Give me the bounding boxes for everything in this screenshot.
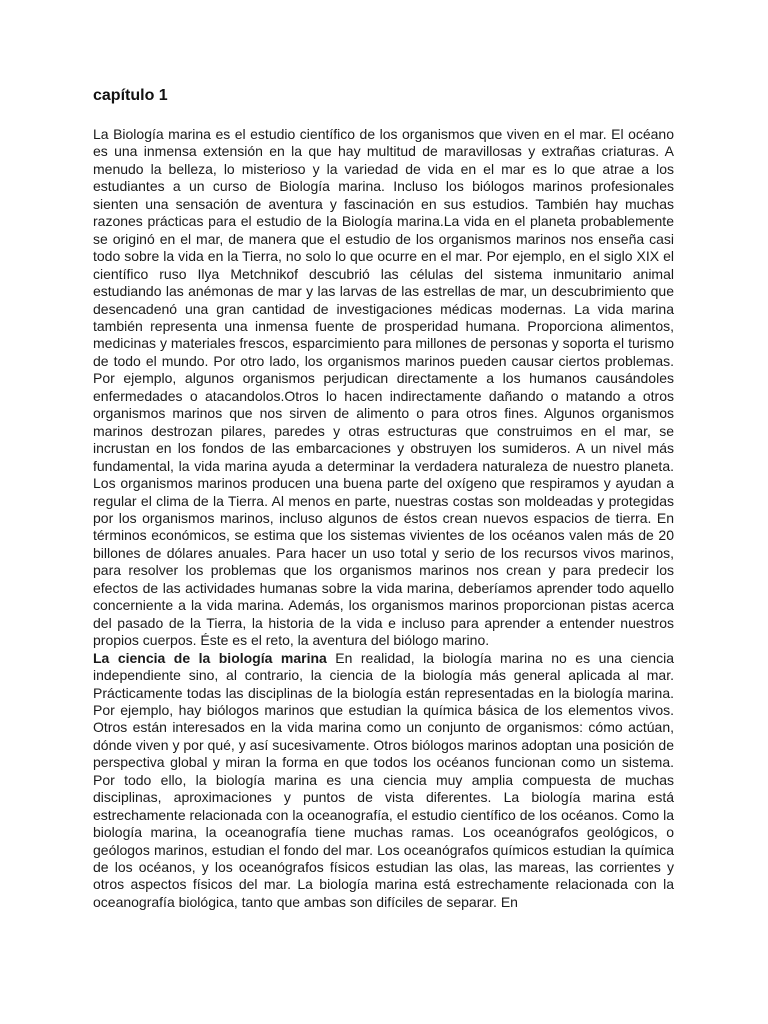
section-heading-inline: La ciencia de la biología marina (93, 649, 327, 666)
chapter-title: capítulo 1 (93, 87, 168, 104)
body-paragraph-1: La Biología marina es el estudio científico de los organismos que viven en el mar. El océano es una inmensa extensión en la que hay multitud de maravillosas y extrañas criaturas. A menudo la belleza, lo misterioso y la variedad de vida en el mar es lo que atrae a los estudiantes a un curso de Biología marina. Incluso los biólogos marinos profesionales sienten una sensación de aventura y fascinación en sus estudios. También hay muchas razones prácticas para el estudio de la Biología marina.La vida en el planeta probablemente se originó en el mar, de manera que el estudio de los organismos marinos nos enseña casi todo sobre la vida en la Tierra, no solo lo que ocurre en el mar. Por ejemplo, en el siglo XIX el científico ruso Ilya Metchnikof descubrió las células del sistema inmunitario animal estudiando las anémonas de mar y las larvas de las estrellas de mar, un descubrimiento que desencadenó una gran cantidad de investigaciones médicas modernas. La vida marina también representa una inmensa fuente de prosperidad humana. Proporciona alimentos, medicinas y materiales frescos, esparcimiento para millones de personas y soporta el turismo de todo el mundo. Por otro lado, los organismos marinos pueden causar ciertos problemas. Por ejemplo, algunos organismos perjudican directamente a los humanos causándoles enfermedades o atacandolos.Otros lo hacen indirectamente dañando o matando a otros organismos marinos que nos sirven de alimento o para otros fines. Algunos organismos marinos destrozan pilares, paredes y otras estructuras que construimos en el mar, se incrustan en los fondos de las embarcaciones y obstruyen los sumideros. A un nivel más fundamental, la vida marina ayuda a determinar la verdadera naturaleza de nuestro planeta. Los organismos marinos producen una buena parte del oxígeno que respiramos y ayudan a regular el clima de la Tierra. Al menos en parte, nuestras costas son moldeadas y protegidas por los organismos marinos, incluso algunos de éstos crean nuevos espacios de tierra. En términos económicos, se estima que los sistemas vivientes de los océanos valen más de 20 billones de dólares anuales. Para hacer un uso total y serio de los recursos vivos marinos, para resolver los problemas que los organismos marinos nos crean y para predecir los efectos de las actividades humanas sobre la vida marina, deberíamos aprender todo aquello concerniente a la vida marina. Además, los organismos marinos proporcionan pistas acerca del pasado de la Tierra, la historia de la vida e incluso para aprender a entender nuestros propios cuerpos. Éste es el reto, la aventura del biólogo marino. (93, 126, 674, 649)
document-page (93, 86, 674, 911)
body-paragraph-2 (93, 650, 674, 912)
body-paragraph-2-text: En realidad, la biología marina no es una ciencia independiente sino, al contrario, la ciencia de la biología más general aplicada al mar. Prácticamente todas las disciplinas de la biología están representadas en la biología marina. Por ejemplo, hay biólogos marinos que estudian la química básica de los elementos vivos. Otros están interesados en la vida marina como un conjunto de organismos: cómo actúan, dónde viven y por qué, y así sucesivamente. Otros biólogos marinos adoptan una posición de perspectiva global y miran la forma en que todos los océanos funcionan como un sistema. Por todo ello, la biología marina es una ciencia muy amplia compuesta de muchas disciplinas, aproximaciones y puntos de vista diferentes. La biología marina está estrechamente relacionada con la oceanografía, el estudio científico de los océanos. Como la biología marina, la oceanografía tiene muchas ramas. Los oceanógrafos geológicos, o geólogos marinos, estudian el fondo del mar. Los oceanógrafos químicos estudian la química de los océanos, y los oceanógrafos físicos estudian las olas, las mareas, las corrientes y otros aspectos físicos del mar. La biología marina está estrechamente relacionada con la oceanografía biológica, tanto que ambas son difíciles de separar. En (93, 649, 674, 910)
